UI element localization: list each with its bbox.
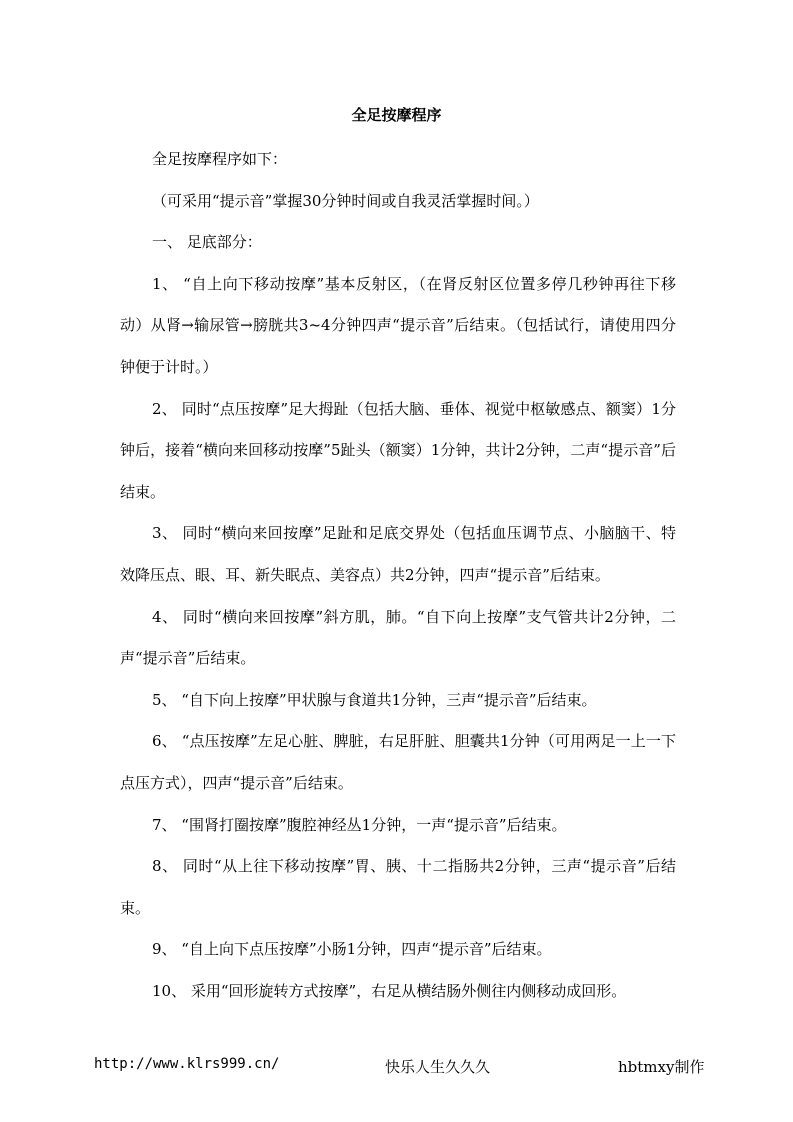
section-heading: 一、 足底部分：: [152, 233, 262, 252]
paragraph: 10、 采用“回形旋转方式按摩”，右足从横结肠外侧往内侧移动成回形。: [152, 981, 627, 1000]
paragraph: 全足按摩程序如下：: [152, 150, 288, 168]
footer-author: hbtmxy制作: [618, 1058, 705, 1076]
paragraph: 3、 同时“横向来回按摩”足趾和足底交界处（包括血压调节点、小脑脑干、特效降压点、眼、耳、新失眠点、美容点）共2分钟，四声“提示音”后结束。: [120, 524, 676, 584]
paragraph: 7、 “围肾打圈按摩”腹腔神经丛1分钟，一声“提示音”后结束。: [152, 815, 567, 834]
paragraph: 4、 同时“横向来回按摩”斜方肌，肺。“自下向上按摩”支气管共计2分钟，二声“提示音”后结束。: [120, 607, 676, 668]
paragraph: 2、 同时“点压按摩”足大拇趾（包括大脑、垂体、视觉中枢敏感点、额窦）1分钟后，接着“横向来回移动按摩”5趾头（额窦）1分钟，共计2分钟，二声“提示音”后结束。: [120, 399, 676, 501]
footer-slogan: 快乐人生久久久: [385, 1058, 491, 1076]
paragraph: 8、 同时“从上往下移动按摩”胃、胰、十二指肠共2分钟，三声“提示音”后结束。: [120, 857, 676, 917]
paragraph: 6、 “点压按摩”左足心脏、脾脏，右足肝脏、胆囊共1分钟（可用两足一上一下点压方式），四声“提示音”后结束。: [120, 732, 676, 792]
footer-url[interactable]: http://www.klrs999.cn/: [94, 1056, 280, 1072]
paragraph: （可采用“提示音”掌握30分钟时间或自我灵活掌握时间。）: [152, 191, 539, 210]
paragraph: 9、 “自上向下点压按摩”小肠1分钟，四声“提示音”后结束。: [152, 940, 552, 959]
paragraph: 1、 “自上向下移动按摩”基本反射区，（在肾反射区位置多停几秒钟再往下移动）从肾→输尿管→膀胱共3~4分钟四声“提示音”后结束。（包括试行，请使用四分钟便于计时。）: [120, 274, 676, 376]
document-body: [120, 139, 676, 1012]
paragraph: 5、 “自下向上按摩”甲状腺与食道共1分钟，三声“提示音”后结束。: [152, 690, 597, 709]
document-title: 全足按摩程序: [351, 106, 442, 124]
